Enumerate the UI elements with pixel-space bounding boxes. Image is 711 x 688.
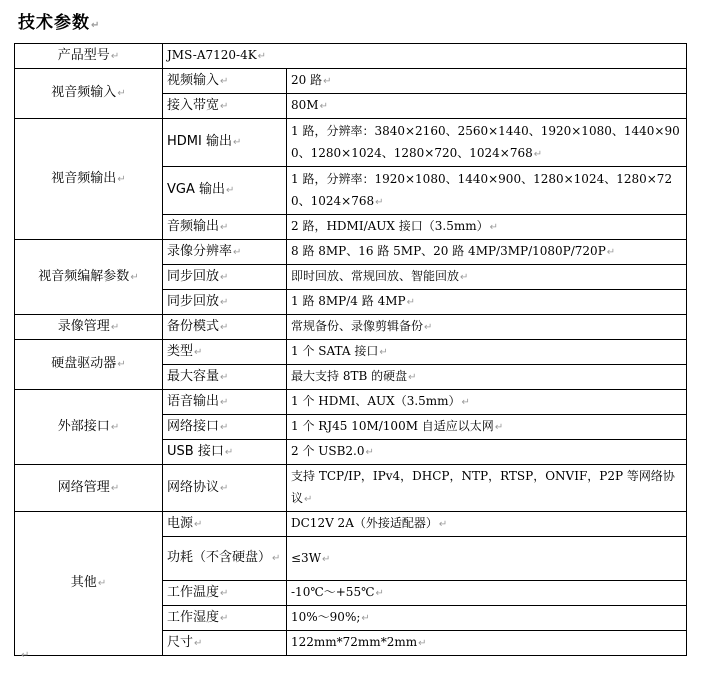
param-label: HDMI 输出↵ [163, 119, 287, 167]
param-value: 20 路↵ [287, 69, 687, 94]
group-cell: 录像管理↵ [15, 315, 163, 340]
param-label: 工作湿度↵ [163, 606, 287, 631]
param-label: 尺寸↵ [163, 631, 287, 656]
group-cell: 视音频输入↵ [15, 69, 163, 119]
param-label: 类型↵ [163, 340, 287, 365]
param-label: 接入带宽↵ [163, 94, 287, 119]
param-label: 工作温度↵ [163, 581, 287, 606]
spec-table [14, 43, 687, 656]
paragraph-mark-icon: ↵ [91, 20, 101, 31]
param-value: 常规备份、录像剪辑备份↵ [287, 315, 687, 340]
param-label: 录像分辨率↵ [163, 240, 287, 265]
param-label: 视频输入↵ [163, 69, 287, 94]
param-label: 同步回放↵ [163, 290, 287, 315]
param-value: 即时回放、常规回放、智能回放↵ [287, 265, 687, 290]
param-value: 8 路 8MP、16 路 5MP、20 路 4MP/3MP/1080P/720P↵ [287, 240, 687, 265]
param-value: 2 路，HDMI/AUX 接口（3.5mm）↵ [287, 215, 687, 240]
param-label: 语音输出↵ [163, 390, 287, 415]
param-value: 1 个 HDMI、AUX（3.5mm）↵ [287, 390, 687, 415]
table-row [15, 390, 687, 415]
group-cell: 外部接口↵ [15, 390, 163, 465]
param-label: 最大容量↵ [163, 365, 287, 390]
param-label: 功耗（不含硬盘）↵ [163, 537, 287, 581]
model-cell: JMS-A7120-4K↵ [163, 44, 687, 69]
param-value: 122mm*72mm*2mm↵ [287, 631, 687, 656]
param-label: 网络接口↵ [163, 415, 287, 440]
section-title: 技术参数↵ [18, 13, 101, 33]
param-value: 1 路 8MP/4 路 4MP↵ [287, 290, 687, 315]
param-value: 1 路，分辨率：1920×1080、1440×900、1280×1024、1280×720、1024×768↵ [287, 167, 687, 215]
table-row [15, 315, 687, 340]
table-row [15, 340, 687, 365]
param-label: VGA 输出↵ [163, 167, 287, 215]
param-label: 同步回放↵ [163, 265, 287, 290]
param-value: 80M↵ [287, 94, 687, 119]
group-cell: 硬盘驱动器↵ [15, 340, 163, 390]
param-value: -10℃～+55℃↵ [287, 581, 687, 606]
param-value: 1 个 SATA 接口↵ [287, 340, 687, 365]
paragraph-mark-icon: ↵ [21, 650, 30, 661]
param-value: 10%～90%;↵ [287, 606, 687, 631]
param-label: USB 接口↵ [163, 440, 287, 465]
group-cell: 视音频输出↵ [15, 119, 163, 240]
param-value: 支持 TCP/IP，IPv4，DHCP，NTP，RTSP，ONVIF，P2P 等网络协议↵ [287, 465, 687, 512]
table-row [15, 44, 687, 69]
param-label: 电源↵ [163, 512, 287, 537]
group-cell: 其他↵ [15, 512, 163, 656]
group-cell: 网络管理↵ [15, 465, 163, 512]
param-label: 网络协议↵ [163, 465, 287, 512]
param-value: ≤3W↵ [287, 537, 687, 581]
table-row [15, 465, 687, 512]
group-cell: 视音频编解参数↵ [15, 240, 163, 315]
param-value: DC12V 2A（外接适配器）↵ [287, 512, 687, 537]
group-cell: 产品型号↵ [15, 44, 163, 69]
table-row [15, 69, 687, 94]
param-label: 音频输出↵ [163, 215, 287, 240]
param-value: 1 路，分辨率：3840×2160、2560×1440、1920×1080、1440×900、1280×1024、1280×720、1024×768↵ [287, 119, 687, 167]
param-value: 2 个 USB2.0↵ [287, 440, 687, 465]
table-row [15, 512, 687, 537]
param-label: 备份模式↵ [163, 315, 287, 340]
param-value: 1 个 RJ45 10M/100M 自适应以太网↵ [287, 415, 687, 440]
table-row [15, 119, 687, 167]
param-value: 最大支持 8TB 的硬盘↵ [287, 365, 687, 390]
table-row [15, 240, 687, 265]
